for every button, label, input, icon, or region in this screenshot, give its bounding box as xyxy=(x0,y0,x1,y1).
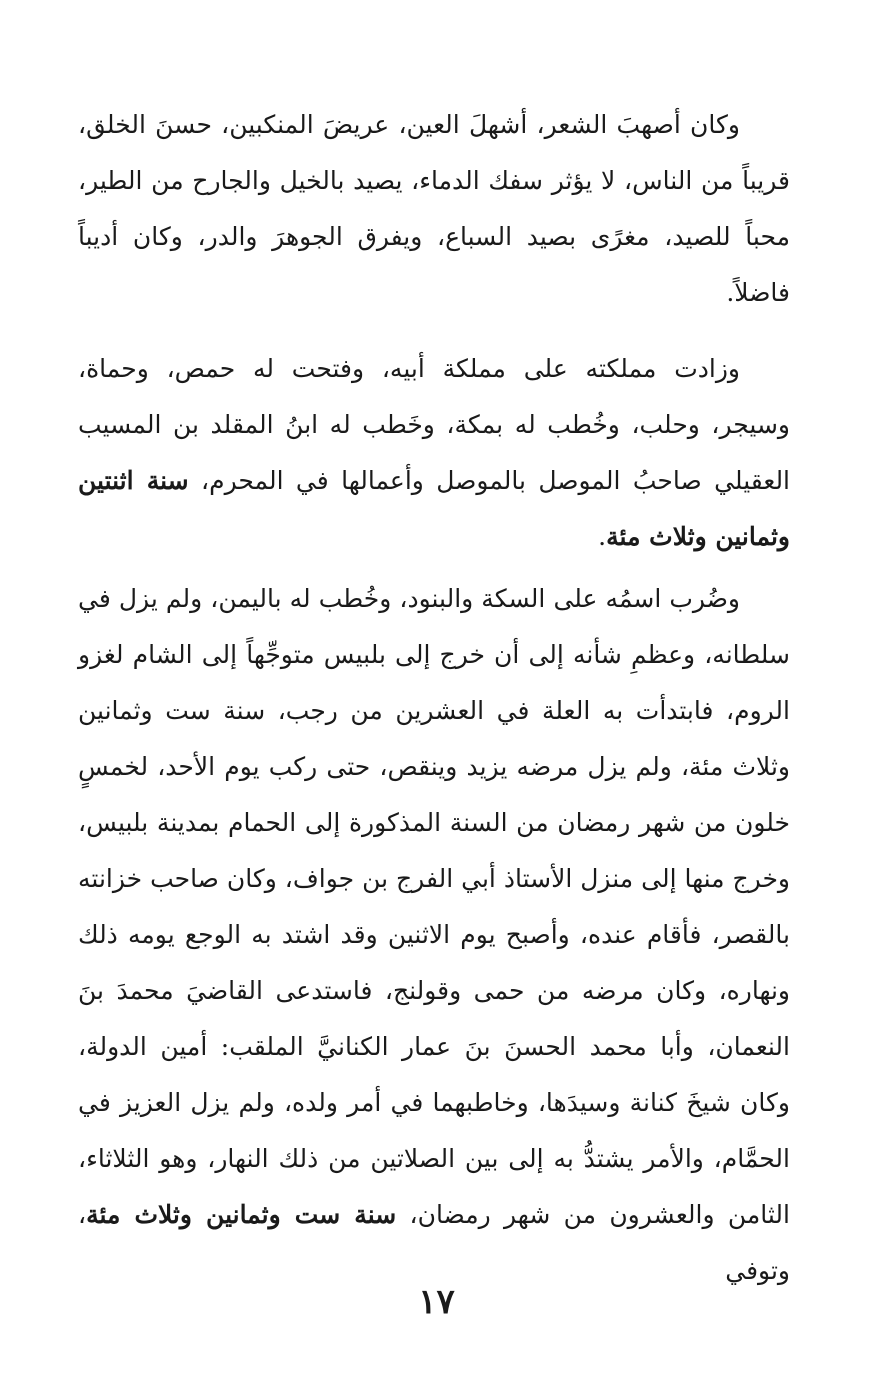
paragraph-3 xyxy=(78,571,790,1299)
paragraph-2-end: . xyxy=(598,522,607,551)
paragraph-2-text: وزادت مملكته على مملكة أبيه، وفتحت له حمص، وحماة، وسيجر، وحلب، وخُطب له بمكة، وخَطب له ابنُ المقلد بن المسيب العقيلي صاحبُ الموصل بالموصل وأعمالها في المحرم، xyxy=(78,354,791,495)
paragraph-3-bold-date: سنة ست وثمانين وثلاث مئة xyxy=(86,1200,397,1229)
paragraph-1-text: وكان أصهبَ الشعر، أشهلَ العين، عريضَ المنكبين، حسنَ الخلق، قريباً من الناس، لا يؤثر سفك الدماء، يصيد بالخيل والجارح من الطير، محباً للصيد، مغرًى بصيد السباع، ويفرق الجوهرَ والدر، وكان أديباً فاضلاً. xyxy=(78,110,790,307)
paragraph-1 xyxy=(78,97,790,321)
paragraph-3-end: ، وتوفي xyxy=(78,1200,790,1285)
paragraph-2-bold-date: سنة اثنتين وثمانين وثلاث مئة xyxy=(78,466,790,551)
paragraph-2 xyxy=(78,341,790,565)
page-number: ١٧ xyxy=(418,1282,455,1322)
paragraph-3-text: وضُرب اسمُه على السكة والبنود، وخُطب له باليمن، ولم يزل في سلطانه، وعظمِ شأنه إلى أن خرج إلى بلبيس متوجِّهاً إلى الشام لغزو الروم، فابتدأت به العلة في العشرين من رجب، سنة ست وثمانين وثلاث مئة، ولم يزل مرضه يزيد وينقص، حتى ركب يوم الأحد، لخمسٍ خلون من شهر رمضان من السنة المذكورة إلى الحمام بمدينة بلبيس، وخرج منها إلى منزل الأستاذ أبي الفرج بن جواف، وكان صاحب خزانته بالقصر، فأقام عنده، وأصبح يوم الاثنين وقد اشتد به الوجع يومه ذلك ونهاره، وكان مرضه من حمى وقولنج، فاستدعى القاضيَ محمدَ بنَ النعمان، وأبا محمد الحسنَ بنَ عمار الكنانيَّ الملقب: أمين الدولة، وكان شيخَ كنانة وسيدَها، وخاطبهما في أمر ولده، ولم يزل العزيز في الحمَّام، والأمر يشتدُّ به إلى بين الصلاتين من ذلك النهار، وهو الثلاثاء، الثامن والعشرون من شهر رمضان، xyxy=(78,584,790,1229)
